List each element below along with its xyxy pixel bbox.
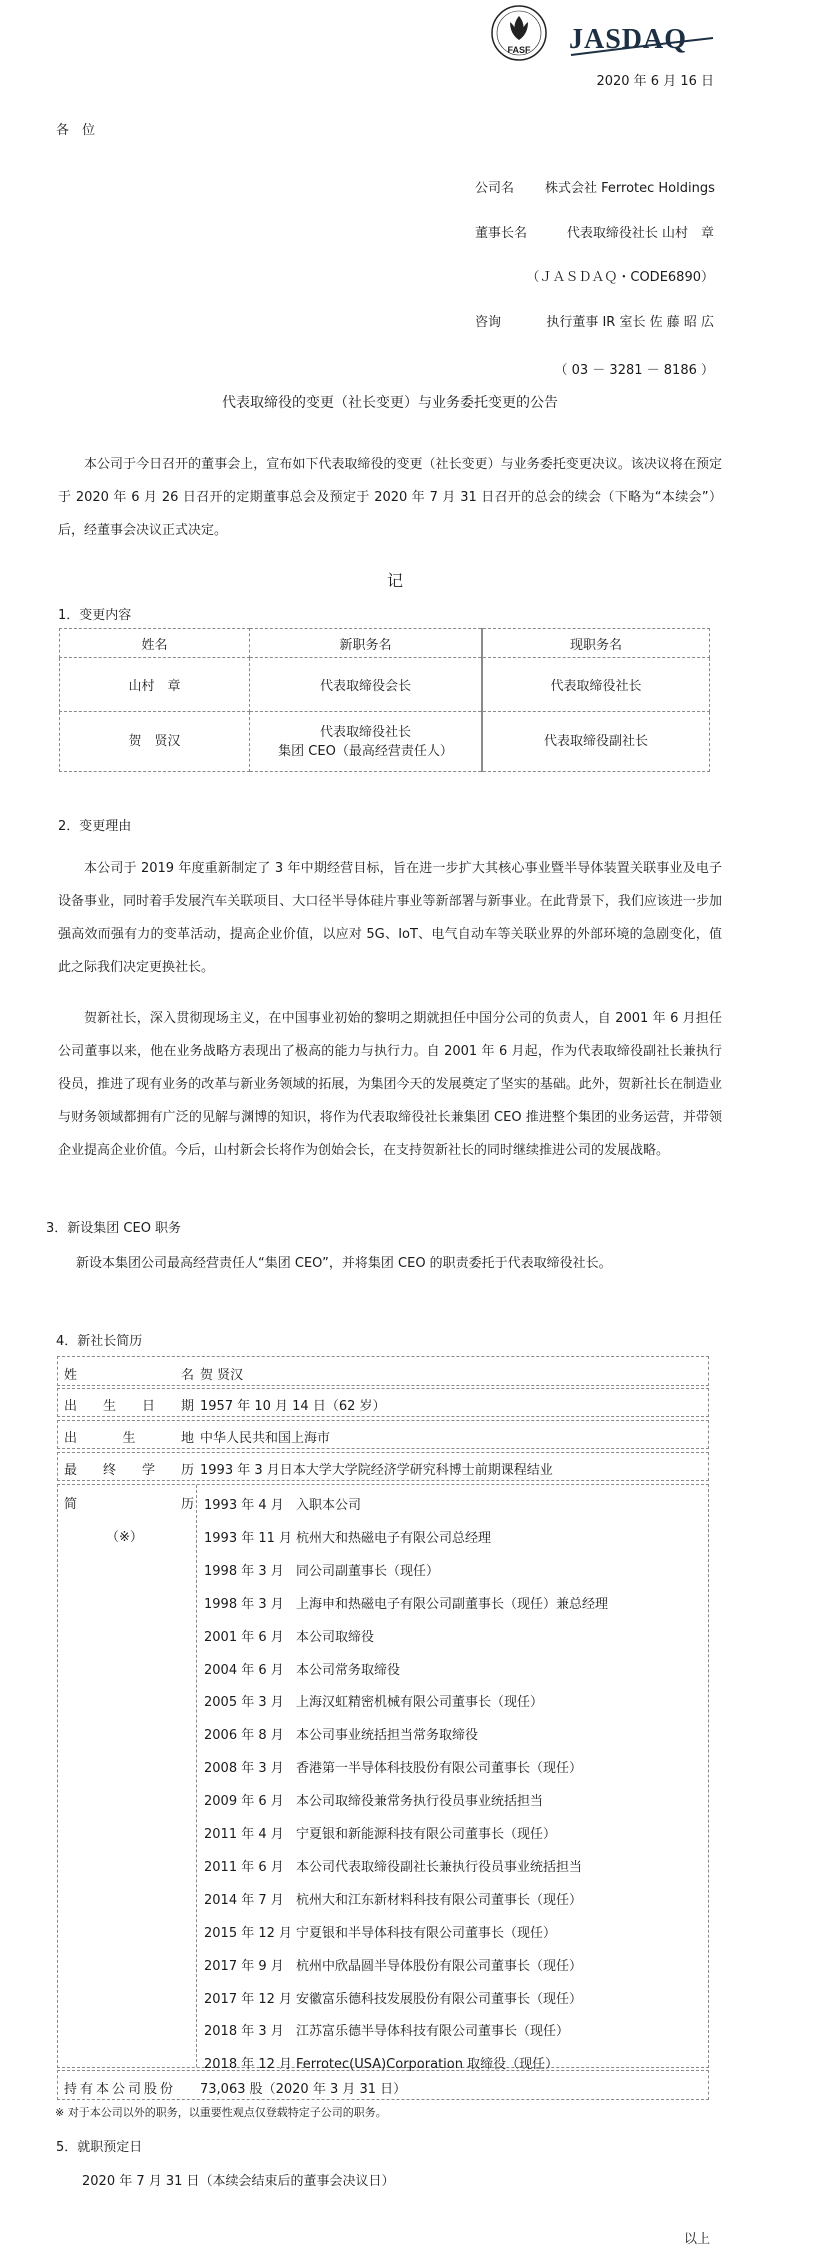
career-desc: 本公司事业统括担当常务取缔役 xyxy=(296,1728,479,1744)
row-current-title: 代表取缔役社长 xyxy=(482,658,710,712)
career-desc: 宁夏银和半导体科技有限公司董事长（现任） xyxy=(296,1925,557,1941)
career-date: 2015 年 12 月 xyxy=(204,1925,293,1941)
career-desc: 宁夏银和新能源科技有限公司董事长（现任） xyxy=(296,1827,557,1842)
career-desc: 本公司取缔役兼常务执行役员事业统括担当 xyxy=(296,1794,544,1810)
career-item xyxy=(204,1856,582,1875)
career-date: 2008 年 3 月 xyxy=(204,1761,284,1777)
section4-heading: 4．新社长简历 xyxy=(56,1334,143,1349)
company-value: 株式会社 Ferrotec Holdings xyxy=(545,181,715,196)
career-desc: 上海汉虹精密机械有限公司董事长（现任） xyxy=(296,1695,544,1711)
svg-text:JASDAQ: JASDAQ xyxy=(569,24,688,55)
career-date: 2011 年 6 月 xyxy=(204,1859,284,1875)
bio-label-career: 简 历 xyxy=(64,1497,194,1512)
career-item xyxy=(204,1823,556,1842)
header-name: 姓名 xyxy=(60,629,250,658)
career-desc: 本公司常务取缔役 xyxy=(296,1662,401,1678)
section3-text: 新设本集团公司最高经营责任人“集团 CEO”，并将集团 CEO 的职责委托于代表取缔役社长。 xyxy=(76,1256,612,1271)
career-item xyxy=(204,1724,478,1743)
section2-heading: 2．变更理由 xyxy=(58,819,132,834)
career-mark: （※） xyxy=(106,1530,143,1545)
career-item xyxy=(204,1593,608,1612)
closing-text: 以上 xyxy=(683,2232,710,2247)
career-desc: 入职本公司 xyxy=(296,1498,362,1513)
change-table xyxy=(59,628,710,772)
bio-label-shares: 持有本公司股份 xyxy=(64,2082,177,2097)
career-date: 2004 年 6 月 xyxy=(204,1662,284,1678)
table-row xyxy=(60,712,710,772)
bio-label-name-2: 名 xyxy=(180,1368,194,1383)
row-new-title-line2: 集团 CEO（最高经营责任人） xyxy=(278,743,453,759)
bio-label-name xyxy=(64,1364,194,1383)
row-name: 山村 章 xyxy=(60,658,250,712)
career-desc: 江苏富乐德半导体科技有限公司董事长（现任） xyxy=(296,2024,570,2040)
addressee: 各 位 xyxy=(56,123,96,138)
career-date: 2001 年 6 月 xyxy=(204,1629,284,1645)
bio-row-birth xyxy=(57,1388,709,1417)
row-new-title-line1: 代表取缔役社长 xyxy=(319,724,411,740)
ji-heading: 记 xyxy=(386,571,403,590)
career-item xyxy=(204,1494,361,1513)
career-item xyxy=(204,1757,582,1776)
bio-value-shares: 73,063 股（2020 年 3 月 31 日） xyxy=(200,2082,407,2097)
career-item xyxy=(204,1922,556,1941)
bio-value-birthplace: 中华人民共和国上海市 xyxy=(200,1431,331,1446)
career-item xyxy=(204,1889,582,1908)
bio-row-career xyxy=(57,1484,709,2073)
document-date: 2020 年 6 月 16 日 xyxy=(596,74,714,89)
career-item xyxy=(204,1955,582,1974)
row-new-title xyxy=(250,712,483,772)
career-date: 2018 年 3 月 xyxy=(204,2024,284,2040)
fasf-logo xyxy=(490,4,548,62)
contact-phone: （ 03 － 3281 － 8186 ） xyxy=(554,363,714,378)
header-new-title: 新职务名 xyxy=(250,629,483,658)
bio-row-birthplace xyxy=(57,1420,709,1449)
document-title: 代表取缔役的变更（社长变更）与业务委托变更的公告 xyxy=(222,395,558,411)
stock-code: （ＪＡＳＤＡＱ・CODE6890） xyxy=(526,270,714,285)
bio-label-name-1: 姓 xyxy=(64,1368,78,1383)
section1-heading: 1．变更内容 xyxy=(58,608,132,623)
career-desc: 本公司代表取缔役副社长兼执行役员事业统括担当 xyxy=(296,1859,583,1875)
career-item xyxy=(204,1626,374,1645)
career-date: 2009 年 6 月 xyxy=(204,1794,284,1810)
bio-row-shares xyxy=(57,2070,709,2100)
career-desc: Ferrotec(USA)Corporation 取缔役（现任） xyxy=(296,2057,559,2073)
career-desc: 上海申和热磁电子有限公司副董事长（现任）兼总经理 xyxy=(296,1596,609,1612)
career-date: 1998 年 3 月 xyxy=(204,1563,284,1579)
career-desc: 杭州中欣晶圆半导体股份有限公司董事长（现任） xyxy=(296,1958,583,1974)
svg-text:FASF: FASF xyxy=(507,45,531,55)
table-row xyxy=(60,658,710,712)
reason-paragraph-1: 本公司于 2019 年度重新制定了 3 年中期经营目标，旨在进一步扩大其核心事业暨半导体装置关联事业及电子设备事业，同时着手发展汽车关联项目、大口径半导体硅片事业等新部署与新事业。在此背景下，我们应该进一步加强高效而强有力的变革活动，提高企业价值，以应对 5G、IoT、电气自动车等关联业界的外部环境的急剧变化，值此之际我们决定更换社长。 xyxy=(58,861,722,975)
bio-value-birth: 1957 年 10 月 14 日（62 岁） xyxy=(200,1399,386,1414)
director-label: 董事长名 xyxy=(475,226,528,241)
director-value: 代表取缔役社长 山村 章 xyxy=(566,226,714,241)
career-date: 2018 年 12 月 xyxy=(204,2057,293,2073)
career-item xyxy=(204,1659,400,1678)
career-item xyxy=(204,2020,569,2039)
section3-heading: 3．新设集团 CEO 职务 xyxy=(46,1221,182,1236)
header-current-title: 现职务名 xyxy=(482,629,710,658)
bio-value-name: 贺 贤汉 xyxy=(200,1368,244,1383)
career-desc: 安徽富乐德科技发展股份有限公司董事长（现任） xyxy=(296,1991,583,2007)
career-item xyxy=(204,1790,543,1809)
career-item xyxy=(204,1527,491,1546)
career-item xyxy=(204,1560,439,1579)
intro-paragraph: 本公司于今日召开的董事会上，宣布如下代表取缔役的变更（社长变更）与业务委托变更决议。该决议将在预定于 2020 年 6 月 26 日召开的定期董事总会及预定于 2020 年 7 月 31 日召开的总会的续会（下略为“本续会”）后，经董事会决议正式决定。 xyxy=(58,457,722,538)
career-desc: 本公司取缔役 xyxy=(296,1629,375,1645)
section5-text: 2020 年 7 月 31 日（本续会结束后的董事会决议日） xyxy=(82,2174,395,2189)
bio-value-education: 1993 年 3 月日本大学大学院经济学研究科博士前期课程结业 xyxy=(200,1463,553,1478)
career-date: 1993 年 4 月 xyxy=(204,1498,284,1513)
career-divider xyxy=(196,1485,197,2067)
career-desc: 香港第一半导体科技股份有限公司董事长（现任） xyxy=(296,1761,583,1777)
bio-label-birthplace: 出 生 地 xyxy=(64,1431,194,1446)
row-name: 贺 贤汉 xyxy=(60,712,250,772)
career-desc: 杭州大和江东新材料科技有限公司董事长（现任） xyxy=(296,1892,583,1908)
bio-row-name xyxy=(57,1356,709,1386)
bio-label-education: 最 终 学 历 xyxy=(64,1463,194,1478)
career-date: 1993 年 11 月 xyxy=(204,1530,293,1546)
career-desc: 杭州大和热磁电子有限公司总经理 xyxy=(296,1530,492,1546)
contact-label: 咨询 xyxy=(475,315,502,330)
career-date: 2017 年 9 月 xyxy=(204,1958,284,1974)
row-current-title: 代表取缔役副社长 xyxy=(482,712,710,772)
career-desc: 同公司副董事长（现任） xyxy=(296,1563,440,1579)
career-note: ※ 对于本公司以外的职务，以重要性观点仅登载特定子公司的职务。 xyxy=(55,2106,387,2119)
bio-row-education xyxy=(57,1452,709,1481)
career-item xyxy=(204,1988,582,2007)
career-date: 2006 年 8 月 xyxy=(204,1728,284,1744)
career-date: 2011 年 4 月 xyxy=(204,1827,284,1842)
jasdaq-logo xyxy=(567,20,717,60)
reason-paragraph-2: 贺新社长，深入贯彻现场主义，在中国事业初始的黎明之期就担任中国分公司的负责人，自 2001 年 6 月担任公司董事以来，他在业务战略方表现出了极高的能力与执行力。自 2001 年 6 月起，作为代表取缔役副社长兼执行役员，推进了现有业务的改革与新业务领域的拓展，为集团今天的发展奠定了坚实的基础。此外，贺新社长在制造业与财务领域都拥有广泛的见解与渊博的知识，将作为代表取缔役社长兼集团 CEO 推进整个集团的业务运营，并带领企业提高企业价值。今后，山村新会长将作为创始会长，在支持贺新社长的同时继续推进公司的发展战略。 xyxy=(58,1011,722,1158)
row-new-title: 代表取缔役会长 xyxy=(250,658,483,712)
company-label: 公司名 xyxy=(475,181,515,196)
career-date: 2005 年 3 月 xyxy=(204,1695,284,1711)
career-item xyxy=(204,1691,543,1710)
contact-value: 执行董事 IR 室长 佐 藤 昭 広 xyxy=(546,315,714,330)
career-date: 2017 年 12 月 xyxy=(204,1991,293,2007)
bio-label-birth: 出 生 日 期 xyxy=(64,1399,194,1414)
career-date: 1998 年 3 月 xyxy=(204,1596,284,1612)
section5-heading: 5．就职预定日 xyxy=(56,2140,143,2155)
career-date: 2014 年 7 月 xyxy=(204,1892,284,1908)
